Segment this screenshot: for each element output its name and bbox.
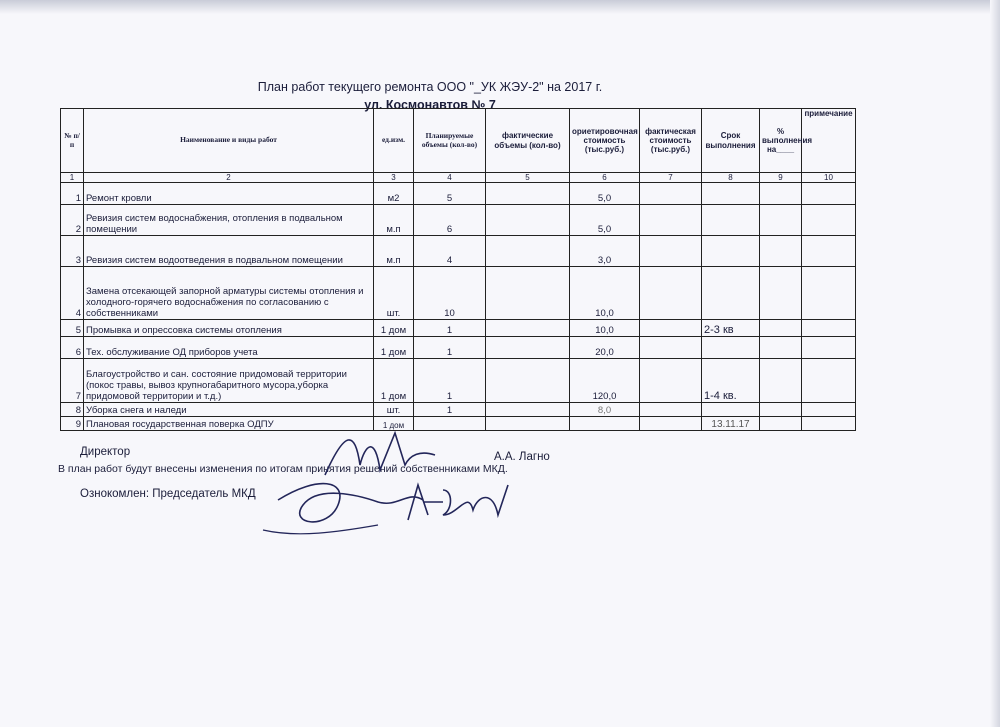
row-number: 6 (61, 337, 84, 359)
column-number: 9 (760, 173, 802, 183)
column-number: 1 (61, 173, 84, 183)
percent (760, 337, 802, 359)
actual-volume (486, 183, 570, 205)
work-name: Ревизия систем водоотведения в подвальном помещении (84, 236, 374, 267)
col-header-actual-volume: фактические объемы (кол-во) (486, 109, 570, 173)
row-number: 1 (61, 183, 84, 205)
row-number: 7 (61, 359, 84, 403)
column-number-row (61, 173, 856, 183)
col-header-planned: Планируемые объемы (кол-во) (414, 109, 486, 173)
work-name: Уборка снега и наледи (84, 403, 374, 417)
actual-cost (640, 403, 702, 417)
work-name: Тех. обслуживание ОД приборов учета (84, 337, 374, 359)
unit: м2 (374, 183, 414, 205)
deadline (702, 267, 760, 320)
director-label: Директор (80, 446, 131, 458)
percent (760, 417, 802, 431)
unit: 1 дом (374, 417, 414, 431)
actual-volume (486, 403, 570, 417)
unit: шт. (374, 267, 414, 320)
actual-volume (486, 320, 570, 337)
percent (760, 183, 802, 205)
actual-cost (640, 183, 702, 205)
chairman-signature (258, 470, 518, 540)
estimated-cost: 20,0 (570, 337, 640, 359)
percent (760, 267, 802, 320)
estimated-cost: 120,0 (570, 359, 640, 403)
row-number: 8 (61, 403, 84, 417)
deadline: 13.11.17 (702, 417, 760, 431)
column-number: 7 (640, 173, 702, 183)
estimated-cost (570, 417, 640, 431)
actual-volume (486, 337, 570, 359)
col-header-name: Наименование и виды работ (84, 109, 374, 173)
actual-cost (640, 417, 702, 431)
planned-volume: 6 (414, 205, 486, 236)
deadline: 2-3 кв (702, 320, 760, 337)
planned-volume: 1 (414, 337, 486, 359)
estimated-cost: 8,0 (570, 403, 640, 417)
work-name: Плановая государственная поверка ОДПУ (84, 417, 374, 431)
table-row (61, 236, 856, 267)
work-plan-table (60, 108, 856, 431)
unit: м.п (374, 205, 414, 236)
work-name: Ревизия систем водоснабжения, отопления в подвальном помещении (84, 205, 374, 236)
row-number: 9 (61, 417, 84, 431)
column-number: 2 (84, 173, 374, 183)
planned-volume: 1 (414, 403, 486, 417)
actual-cost (640, 320, 702, 337)
percent (760, 205, 802, 236)
director-name: А.А. Лагно (494, 451, 550, 463)
actual-volume (486, 205, 570, 236)
actual-volume (486, 359, 570, 403)
actual-cost (640, 205, 702, 236)
percent (760, 359, 802, 403)
table-row (61, 403, 856, 417)
planned-volume: 5 (414, 183, 486, 205)
note (802, 359, 856, 403)
column-number: 3 (374, 173, 414, 183)
actual-volume (486, 417, 570, 431)
table-header-row (61, 109, 856, 173)
deadline: 1-4 кв. (702, 359, 760, 403)
unit: 1 дом (374, 337, 414, 359)
deadline (702, 403, 760, 417)
column-number: 8 (702, 173, 760, 183)
work-name: Промывка и опрессовка системы отопления (84, 320, 374, 337)
scan-shadow-top (0, 0, 1000, 14)
column-number: 10 (802, 173, 856, 183)
note (802, 337, 856, 359)
percent (760, 403, 802, 417)
work-name: Замена отсекающей запорной арматуры системы отопления и холодного-горячего водоснабжения по согласованию с собственниками (84, 267, 374, 320)
estimated-cost: 3,0 (570, 236, 640, 267)
changes-note: В план работ будут внесены изменения по итогам принятия решений собственниками МКД. (58, 463, 508, 475)
table-row (61, 205, 856, 236)
col-header-deadline: Срок выполнения (702, 109, 760, 173)
unit: 1 дом (374, 359, 414, 403)
actual-cost (640, 236, 702, 267)
note (802, 236, 856, 267)
table-row (61, 337, 856, 359)
row-number: 4 (61, 267, 84, 320)
note (802, 417, 856, 431)
note (802, 205, 856, 236)
deadline (702, 183, 760, 205)
row-number: 3 (61, 236, 84, 267)
deadline (702, 205, 760, 236)
planned-volume: 4 (414, 236, 486, 267)
col-header-estimated-cost: ориетировочная стоимость (тыс.руб.) (570, 109, 640, 173)
unit: м.п (374, 236, 414, 267)
actual-cost (640, 267, 702, 320)
deadline (702, 337, 760, 359)
planned-volume: 1 (414, 320, 486, 337)
column-number: 6 (570, 173, 640, 183)
note (802, 183, 856, 205)
table-row (61, 267, 856, 320)
unit: 1 дом (374, 320, 414, 337)
planned-volume: 1 (414, 359, 486, 403)
unit: шт. (374, 403, 414, 417)
note (802, 403, 856, 417)
acknowledged-label: Ознокомлен: Председатель МКД (80, 488, 256, 500)
document-title: План работ текущего ремонта ООО "_УК ЖЭУ-2" на 2017 г. (257, 80, 603, 94)
table-row (61, 359, 856, 403)
column-number: 5 (486, 173, 570, 183)
actual-cost (640, 359, 702, 403)
column-number: 4 (414, 173, 486, 183)
col-header-unit: ед.изм. (374, 109, 414, 173)
estimated-cost: 5,0 (570, 205, 640, 236)
estimated-cost: 5,0 (570, 183, 640, 205)
actual-volume (486, 236, 570, 267)
scan-shadow-right (990, 0, 1000, 727)
col-header-note: примечание (802, 109, 856, 173)
note (802, 267, 856, 320)
estimated-cost: 10,0 (570, 267, 640, 320)
document-address: ул. Космонавтов № 7 (364, 98, 496, 112)
row-number: 2 (61, 205, 84, 236)
actual-cost (640, 337, 702, 359)
percent (760, 320, 802, 337)
col-header-percent: % выполнения на____ (760, 109, 802, 173)
table-row (61, 417, 856, 431)
col-header-actual-cost: фактическая стоимость (тыс.руб.) (640, 109, 702, 173)
table-row (61, 183, 856, 205)
planned-volume: 10 (414, 267, 486, 320)
work-name: Благоустройство и сан. состояние придомовай территории (покос травы, вывоз крупногабаритного мусора,уборка придомовой территории и т.д.) (84, 359, 374, 403)
col-header-num: № п/п (61, 109, 84, 173)
actual-volume (486, 267, 570, 320)
work-name: Ремонт кровли (84, 183, 374, 205)
note (802, 320, 856, 337)
deadline (702, 236, 760, 267)
percent (760, 236, 802, 267)
table-row (61, 320, 856, 337)
estimated-cost: 10,0 (570, 320, 640, 337)
row-number: 5 (61, 320, 84, 337)
